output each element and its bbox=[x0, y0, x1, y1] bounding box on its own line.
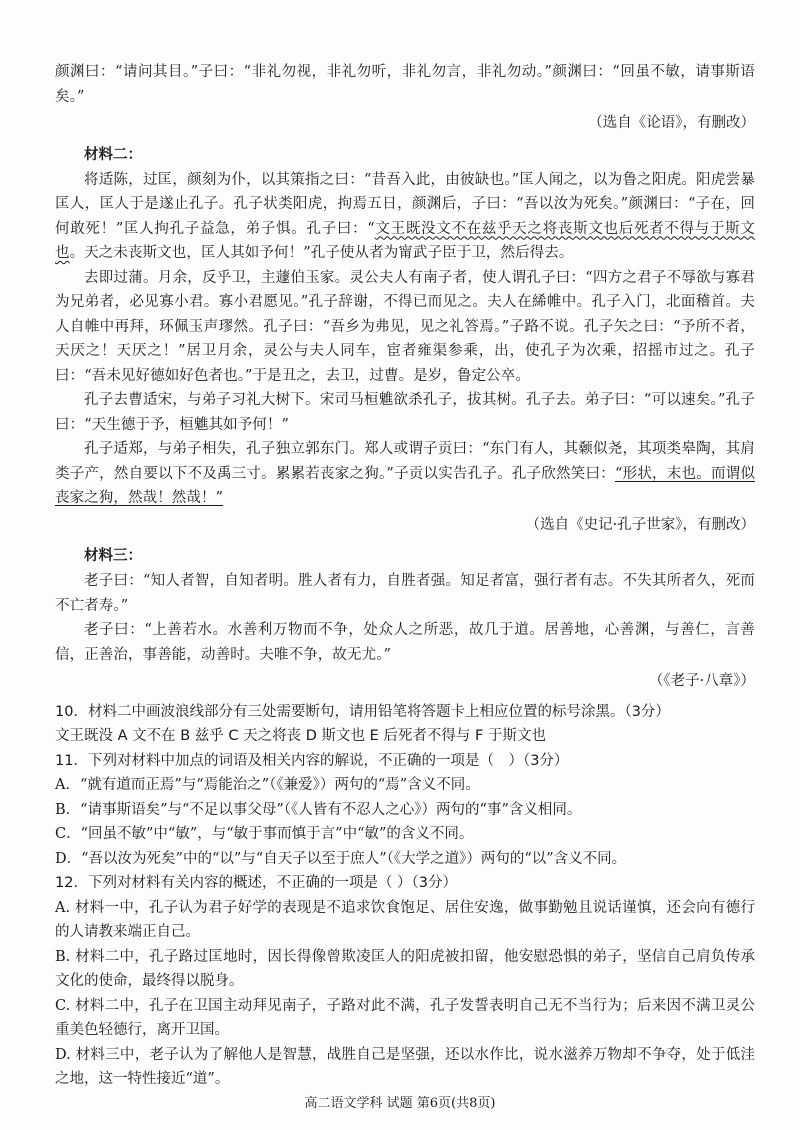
question-11-option-a: A．“就有道而正焉”与“焉能治之”（《兼爱》）两句的“焉”含义不同。 bbox=[55, 777, 480, 793]
question-12-option-c: C. 材料二中，孔子在卫国主动拜见南子，子路对此不满，孔子发誓表明自己无不当行为；后来因不满卫灵公重美色轻德行，离开卫国。 bbox=[55, 997, 755, 1038]
material3-paragraph-2: 老子曰：“上善若水。水善利万物而不争，处众人之所恶，故几于道。居善地，心善渊，与善仁，言善信，正善治，事善能，动善时。夫唯不争，故无尤。” bbox=[55, 622, 755, 663]
material2-heading: 材料二： bbox=[84, 145, 142, 163]
question-12-option-b: B. 材料二中，孔子路过匡地时，因长得像曾欺凌匡人的阳虎被扣留，他安慰恐惧的弟子，坚信自己肩负传承文化的使命，最终得以脱身。 bbox=[55, 948, 755, 989]
material2-paragraph-2: 去即过蒲。月余，反乎卫，主蘧伯玉家。灵公夫人有南子者，使人谓孔子曰：“四方之君子不辱欲与寡君为兄弟者，必见寡小君。寡小君愿见。”孔子辞谢，不得已而见之。夫人在絺帷中。孔子入门，北面稽首。夫人自帷中再拜，环佩玉声璆然。孔子曰：“吾乡为弗见，见之礼答焉。”子路不说。孔子矢之曰：“予所不者，天厌之！天厌之！”居卫月余，灵公与夫人同车，宦者雍渠参乘，出，使孔子为次乘，招摇市过之。孔子曰：“吾未见好德如好色者也。”于是丑之，去卫，过曹。是岁，鲁定公卒。 bbox=[55, 269, 755, 384]
question-11: 11．下列对材料中加点的词语及相关内容的解说，不正确的一项是（ ）（3分） bbox=[55, 752, 569, 769]
material3-paragraph-1: 老子曰：“知人者智，自知者明。胜人者有力，自胜者强。知足者富，强行者有志。不失其所者久，死而不亡者寿。” bbox=[55, 573, 755, 614]
material2-p4-part-a: 孔子适郑，与弟子相失，孔子独立郭东门。郑人或谓子贡曰：“东门有人，其颡似尧，其项类皋陶，其肩类子产，然自要以下不及禹三寸。累累若丧家之狗。”子贡以实告孔子。孔子欣然笑曰： bbox=[55, 441, 755, 482]
material2-paragraph-1 bbox=[55, 168, 755, 266]
material1-text: 颜渊曰：“请问其目。”子曰：“非礼勿视，非礼勿听，非礼勿言，非礼勿动。”颜渊曰：“回虽不敏，请事斯语矣。” bbox=[55, 64, 755, 105]
material1-source: （选自《论语》，有删改） bbox=[588, 115, 755, 131]
question-12: 12．下列对材料有关内容的概述，不正确的一项是（ ）（3分） bbox=[55, 875, 458, 891]
material2-p1-part-a: 将适陈，过匡，颜刻为仆，以其策指之曰：“昔吾入此，由彼缺也。”匡人闻之，以为鲁之阳虎。阳虎尝暴匡人，匡人于是遂止孔子。孔子状类阳虎，拘焉五日，颜渊后，子曰：“吾以汝为死矣。”颜渊曰：“子在，回何敢死！”匡人拘孔子益急，弟子惧。孔子曰：“ bbox=[55, 171, 755, 237]
question-11-option-c: C．“回虽不敏”中“敏”，与“敏于事而慎于言”中“敏”的含义不同。 bbox=[55, 826, 474, 842]
question-10-options-line: 文王既没 A 文不在 B 兹乎 C 天之将丧 D 斯文也 E 后死者不得与 F 于斯文也 bbox=[55, 728, 546, 744]
underlined-quote: “形状，末也。而谓似丧家之狗，然哉！然哉！” bbox=[55, 465, 755, 506]
material3-heading: 材料三： bbox=[84, 547, 142, 564]
material3-source: （《老子·八章》） bbox=[648, 673, 755, 689]
question-11-option-d: D．“吾以汝为死矣”中的“以”与“自天子以至于庶人”（《大学之道》）两句的“以”含义不同。 bbox=[55, 850, 627, 867]
question-12-option-d: D. 材料三中，老子认为了解他人是智慧，战胜自己是坚强，还以水作比，说水滋养万物却不争夺，处于低洼之地，这一特性接近“道”。 bbox=[55, 1046, 755, 1087]
question-10: 10．材料二中画波浪线部分有三处需要断句，请用铅笔将答题卡上相应位置的标号涂黑。（3分） bbox=[55, 703, 670, 720]
question-11-option-b: B．“请事斯语矣”与“不足以事父母”（《人皆有不忍人之心》）两句的“事”含义相同。 bbox=[55, 801, 582, 818]
material2-paragraph-4 bbox=[55, 437, 755, 511]
page-footer: 高二语文学科 试题 第6页(共8页) bbox=[304, 1096, 496, 1111]
material2-paragraph-3: 孔子去曹适宋，与弟子习礼大树下。宋司马桓魋欲杀孔子，拔其树。孔子去。弟子曰：“可以速矣。”孔子曰：“天生德于予，桓魋其如予何！” bbox=[55, 392, 755, 433]
wavy-underlined-passage: 文王既没文不在兹乎天之将丧斯文也后死者不得与于斯文也 bbox=[55, 220, 755, 261]
page-content bbox=[55, 60, 755, 1092]
material2-source: （选自《史记·孔子世家》，有删改） bbox=[525, 516, 755, 533]
question-12-option-a: A. 材料一中，孔子认为君子好学的表现是不追求饮食饱足、居住安逸，做事勤勉且说话谨慎，还会向有德行的人请教来端正自己。 bbox=[55, 899, 755, 940]
material2-p1-part-b: 。天之未丧斯文也，匡人其如予何！”孔子使从者为甯武子臣于卫，然后得去。 bbox=[69, 245, 574, 261]
